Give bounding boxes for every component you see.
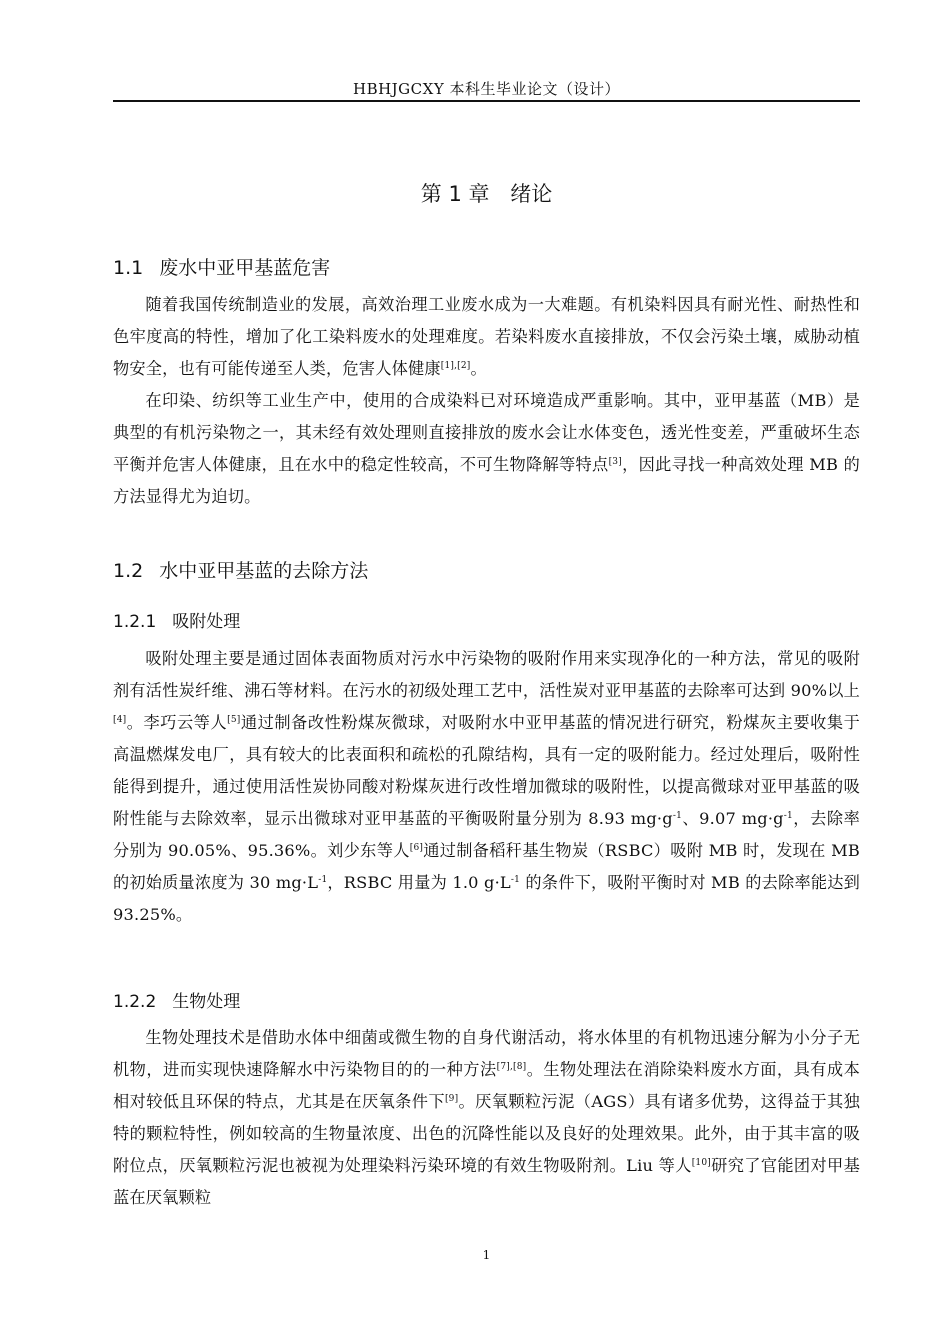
paragraph-text: 通过制备改性粉煤灰微球，对吸附水中亚甲基蓝的情况进行研究，粉煤灰主要收集于高温燃煤发电厂，具有较大的比表面积和疏松的孔隙结构，具有一定的吸附能力。经过处理后，吸附性能得到提升，通过使用活性炭协同酸对粉煤灰进行改性增加微球的吸附性，以提高微球对亚甲基蓝的吸附性能与去除效率，显示出微球对亚甲基蓝的平衡吸附量分别为 8.93 mg·g (113, 713, 860, 828)
subsection-heading-1-2-1 (113, 607, 240, 632)
unit-exponent: -1 (318, 875, 328, 885)
section-heading-1-1 (113, 253, 330, 280)
unit-exponent: -1 (672, 811, 682, 821)
paragraph-text: 在印染、纺织等工业生产中，使用的合成染料已对环境造成严重影响。其中，亚甲基蓝（MB）是典型的有机污染物之一，其未经有效处理则直接排放的废水会让水体变色，透光性变差，严重破坏生态平衡并危害人体健康，且在水中的稳定性较高，不可生物降解等特点 (113, 391, 860, 474)
paragraph-mb-harm-1 (113, 289, 860, 385)
paragraph-biological (113, 1022, 860, 1214)
chapter-number: 第 1 章 (420, 182, 490, 206)
subsection-heading-1-2-2 (113, 987, 240, 1012)
paragraph-mb-harm-2 (113, 385, 860, 513)
paragraph-text: 。李巧云等人 (126, 713, 228, 732)
paragraph-text: 。厌氧颗粒污泥（AGS）具有诸多优势，这得益于其独特的颗粒特性，例如较高的生物量浓度、出色的沉降性能以及良好的处理效果。此外，由于其丰富的吸附位点，厌氧颗粒污泥也被视为处理染料污染环境的有效生物吸附剂。Liu 等人 (113, 1092, 861, 1175)
chapter-title: 绪论 (510, 182, 553, 206)
section-number: 1.2 (113, 560, 144, 582)
unit-exponent: -1 (510, 875, 521, 885)
citation: [6] (409, 843, 424, 853)
section-title: 废水中亚甲基蓝危害 (159, 257, 331, 279)
subsection-title: 生物处理 (172, 992, 241, 1012)
paragraph-text: ，因此寻找一种高效处理 MB 的方法显得尤为迫切。 (113, 455, 860, 506)
paragraph-text: 。生物处理法在消除染料废水方面，具有成本相对较低且环保的特点，尤其是在厌氧条件下 (113, 1060, 860, 1111)
unit-exponent: -1 (783, 811, 793, 821)
citation: [3] (608, 457, 622, 467)
citation: [5] (227, 715, 241, 725)
paragraph-text: 通过制备稻秆基生物炭（RSBC）吸附 MB 时，发现在 MB 的初始质量浓度为 30 mg·L (113, 841, 860, 892)
paragraph-text: ，RSBC 用量为 1.0 g·L (327, 873, 511, 892)
paragraph-text: 的条件下，吸附平衡时对 MB 的去除率能达到 93.25%。 (113, 873, 861, 924)
paragraph-text: 、9.07 mg·g (682, 809, 784, 828)
paragraph-text: ，去除率分别为 90.05%、95.36%。刘少东等人 (113, 809, 860, 860)
page-number: 1 (482, 1248, 491, 1262)
header-divider (113, 100, 860, 102)
paragraph-text: 吸附处理主要是通过固体表面物质对污水中污染物的吸附作用来实现净化的一种方法，常见的吸附剂有活性炭纤维、沸石等材料。在污水的初级处理工艺中，活性炭对亚甲基蓝的去除率可达到 90%以上 (113, 649, 860, 700)
paragraph-text: 研究了官能团对甲基蓝在厌氧颗粒 (113, 1156, 860, 1207)
subsection-number: 1.2.1 (113, 612, 157, 632)
chapter-heading (113, 178, 860, 208)
citation: [7],[8] (496, 1062, 527, 1072)
subsection-number: 1.2.2 (113, 992, 157, 1012)
section-heading-1-2 (113, 556, 368, 583)
section-number: 1.1 (113, 257, 144, 279)
citation: [9] (444, 1094, 459, 1104)
paragraph-text: 生物处理技术是借助水体中细菌或微生物的自身代谢活动，将水体里的有机物迅速分解为小分子无机物，进而实现快速降解水中污染物目的的一种方法 (113, 1028, 860, 1079)
citation: [4] (113, 715, 127, 725)
subsection-title: 吸附处理 (172, 612, 241, 632)
section-title: 水中亚甲基蓝的去除方法 (159, 560, 369, 582)
running-header: HBHJGCXY 本科生毕业论文（设计） (352, 80, 620, 98)
citation: [10] (691, 1158, 711, 1168)
paragraph-adsorption (113, 643, 860, 931)
citation: [1],[2] (440, 361, 471, 371)
paragraph-text: 随着我国传统制造业的发展，高效治理工业废水成为一大难题。有机染料因具有耐光性、耐热性和色牢度高的特性，增加了化工染料废水的处理难度。若染料废水直接排放，不仅会污染土壤，威胁动植物安全，也有可能传递至人类，危害人体健康 (113, 295, 860, 378)
paragraph-text: 。 (470, 359, 487, 378)
